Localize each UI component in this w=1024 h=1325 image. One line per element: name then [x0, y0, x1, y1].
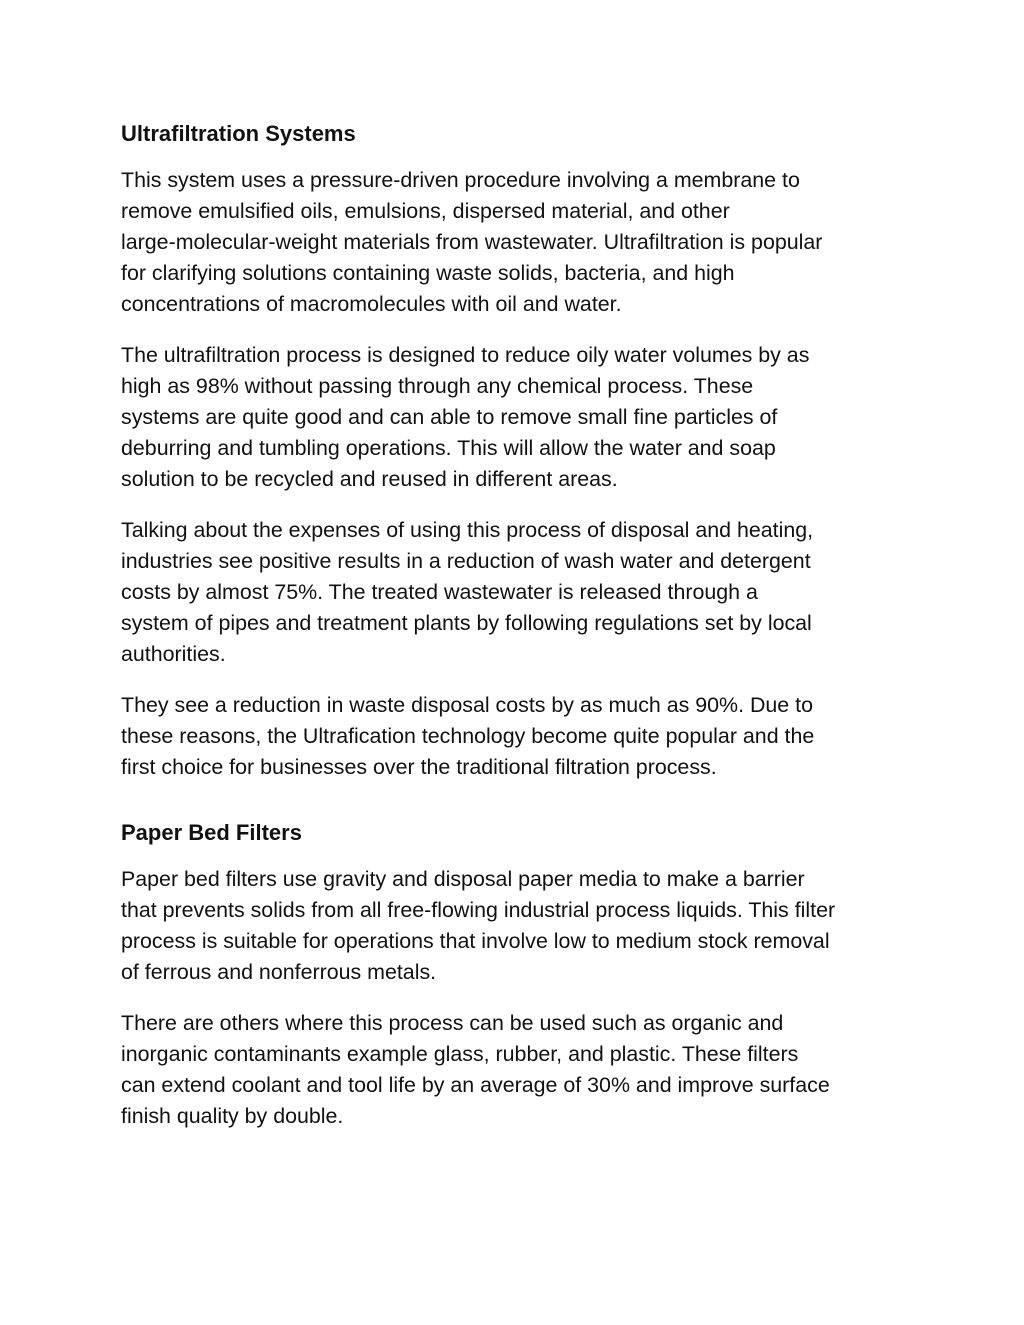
paragraph: Talking about the expenses of using this process of disposal and heating, industries see positive results in a reduction of wash water and detergent costs by almost 75%. The treated wastewater is released through a system of pipes and treatment plants by following regulations set by local authorities. [121, 518, 814, 666]
document-page [121, 118, 911, 1152]
section-paper-bed-filters [121, 817, 911, 1132]
paragraph: This system uses a pressure-driven procedure involving a membrane to remove emulsified oils, emulsions, dispersed material, and other large-molecular-weight materials from wastewater. Ultrafiltration is popular for clarifying solutions containing waste solids, bacteria, and high concentrations of macromolecules with oil and water. [121, 168, 823, 316]
section-ultrafiltration [121, 118, 911, 783]
paragraph: There are others where this process can be used such as organic and inorganic contaminants example glass, rubber, and plastic. These filters can extend coolant and tool life by an average of 30% and improve surface finish quality by double. [121, 1011, 830, 1128]
paragraph: Paper bed filters use gravity and disposal paper media to make a barrier that prevents solids from all free-flowing industrial process liquids. This filter process is suitable for operations that involve low to medium stock removal of ferrous and nonferrous metals. [121, 867, 836, 984]
section-heading: Ultrafiltration Systems [121, 121, 356, 146]
paragraph: They see a reduction in waste disposal costs by as much as 90%. Due to these reasons, the Ultrafication technology become quite popular and the first choice for businesses over the traditional filtration process. [121, 693, 815, 779]
paragraph: The ultrafiltration process is designed to reduce oily water volumes by as high as 98% without passing through any chemical process. These systems are quite good and can able to remove small fine particles of deburring and tumbling operations. This will allow the water and soap solution to be recycled and reused in different areas. [121, 343, 810, 491]
section-heading: Paper Bed Filters [121, 820, 302, 845]
section-spacer [121, 803, 911, 817]
